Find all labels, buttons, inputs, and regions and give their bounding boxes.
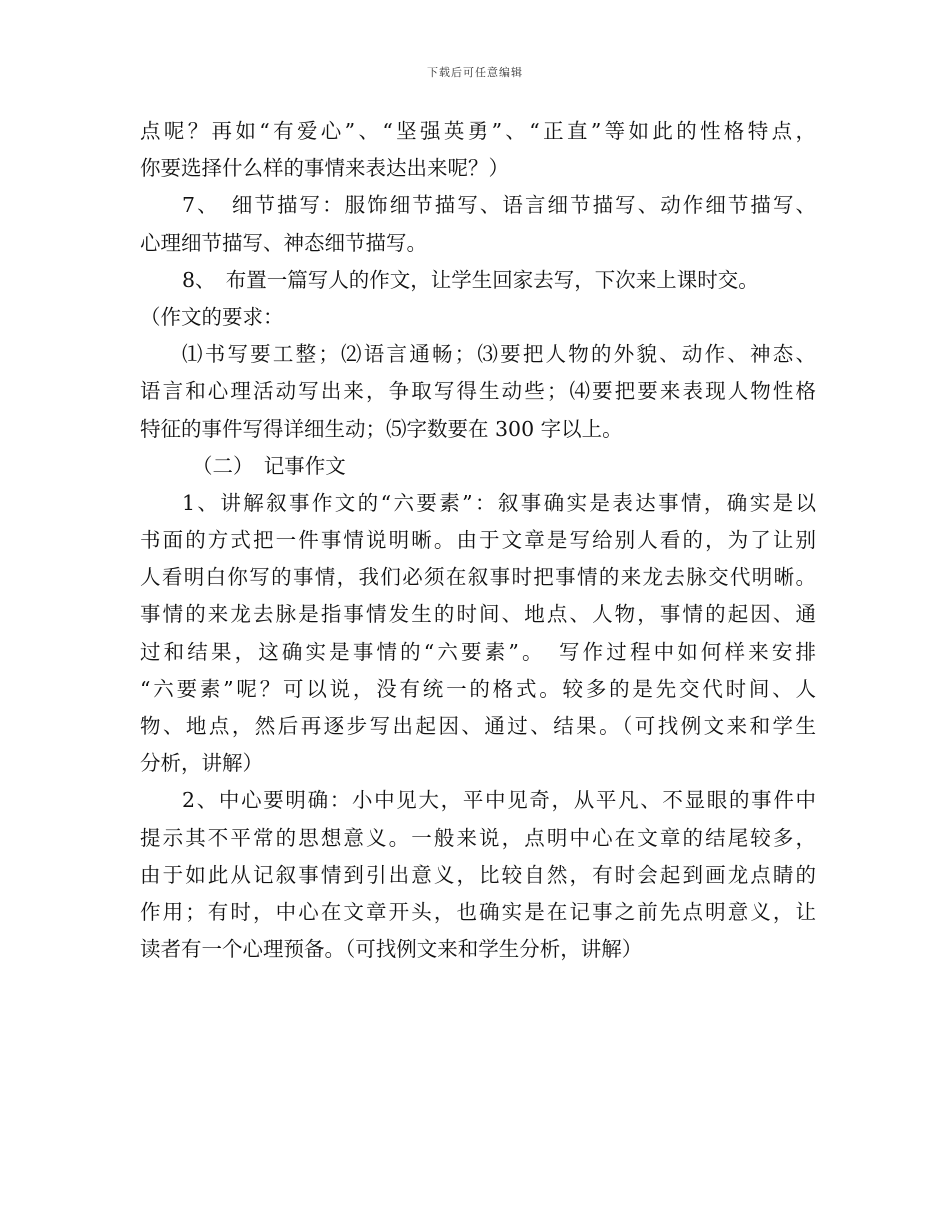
text-line: 你要选择什么样的事情来表达出来呢？）	[140, 156, 509, 181]
text-line: 提示其不平常的思想意义。一般来说，点明中心在文章的结尾较多，	[140, 825, 816, 850]
text-line: 人看明白你写的事情，我们必须在叙事时把事情的来龙去脉交代明晰。	[140, 565, 816, 590]
text-line: 过和结果，这确实是事情的“六要素”。 写作过程中如何样来安排	[140, 639, 816, 664]
text-line: 由于如此从记叙事情到引出意义，比较自然，有时会起到画龙点睛的	[140, 862, 816, 887]
text-line: （作文的要求：	[140, 304, 284, 329]
list-item-8: 8、 布置一篇写人的作文，让学生回家去写，下次来上课时交。	[182, 267, 759, 292]
requirements-line: ⑴书写要工整；⑵语言通畅；⑶要把人物的外貌、动作、神态、	[182, 342, 816, 367]
paragraph-2-start: 2、中心要明确：小中见大，平中见奇，从平凡、不显眼的事件中	[182, 788, 816, 813]
text-line: 分析，讲解）	[140, 751, 263, 776]
text-line: 读者有一个心理预备。（可找例文来和学生分析，讲解）	[140, 937, 643, 962]
text-line: 作用；有时，中心在文章开头，也确实是在记事之前先点明意义，让	[140, 899, 816, 924]
text-line: 物、地点，然后再逐步写出起因、通过、结果。（可找例文来和学生	[140, 714, 816, 738]
text-line: 语言和心理活动写出来，争取写得生动些；⑷要把要来表现人物性格	[140, 379, 816, 404]
text-line: 心理细节描写、神态细节描写。	[140, 230, 427, 255]
text-line: 书面的方式把一件事情说明晰。由于文章是写给别人看的，为了让别	[140, 528, 816, 553]
document-body	[140, 113, 816, 968]
text-line: 点呢？再如“有爱心”、“坚强英勇”、“正直”等如此的性格特点，	[140, 119, 816, 143]
text-line: “六要素”呢？可以说，没有统一的格式。较多的是先交代时间、人	[140, 676, 816, 701]
list-item-7: 7、 细节描写：服饰细节描写、语言细节描写、动作细节描写、	[182, 193, 816, 218]
page-header: 下载后可任意编辑	[427, 66, 523, 79]
section-heading: （二） 记事作文	[192, 453, 346, 478]
text-line: 特征的事件写得详细生动；⑸字数要在 300 字以上。	[140, 416, 623, 441]
text-line: 事情的来龙去脉是指事情发生的时间、地点、人物，事情的起因、通	[140, 602, 816, 627]
paragraph-1-start: 1、讲解叙事作文的“六要素”：叙事确实是表达事情，确实是以	[182, 490, 816, 515]
